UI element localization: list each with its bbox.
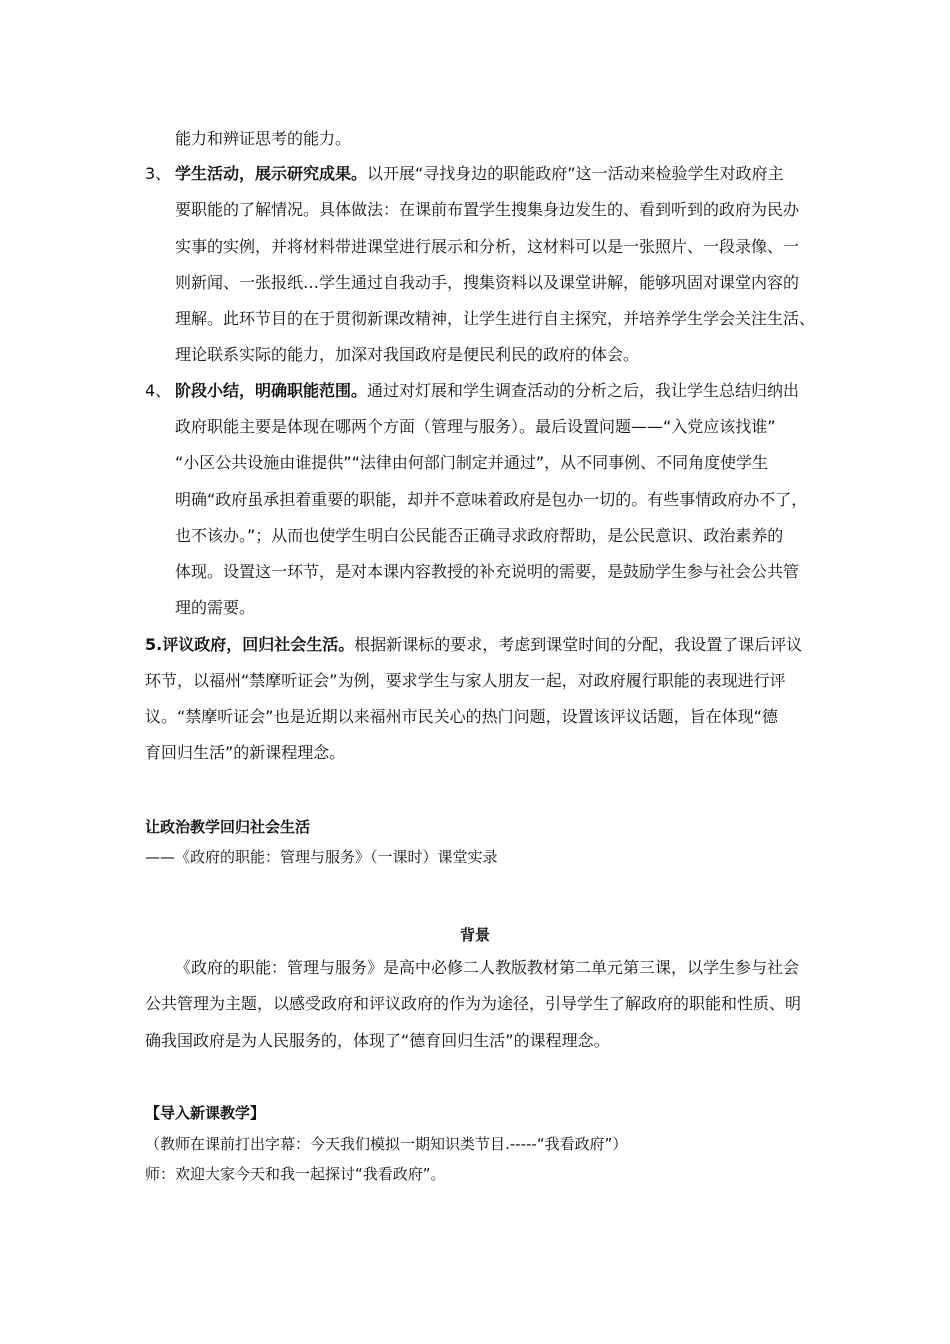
paragraph-line: （教师在课前打出字幕：今天我们模拟一期知识类节目.-----“我看政府”） bbox=[145, 1135, 628, 1153]
list-item-heading: 学生活动，展示研究成果。 bbox=[175, 164, 368, 183]
paragraph-line: 体现。设置这一环节，是对本课内容教授的补充说明的需要，是鼓励学生参与社会公共管 bbox=[175, 562, 800, 581]
paragraph-line: 议。“禁摩听证会”也是近期以来福州市民关心的热门问题，设置该评议话题，旨在体现“德 bbox=[145, 707, 778, 726]
list-item-heading: 5.评议政府，回归社会生活。 bbox=[145, 635, 355, 654]
paragraph-line: 理解。此环节目的在于贯彻新课改精神，让学生进行自主探究，并培养学生学会关注生活、 bbox=[175, 309, 816, 328]
paragraph-line: 公共管理为主题，以感受政府和评议政府的作为为途径，引导学生了解政府的职能和性质、明 bbox=[145, 994, 802, 1013]
paragraph-line: 育回归生活”的新课程理念。 bbox=[145, 743, 346, 762]
paragraph-line: 通过对灯展和学生调查活动的分析之后，我让学生总结归纳出 bbox=[367, 381, 800, 400]
paragraph-line: 以开展“寻找身边的职能政府”这一活动来检验学生对政府主 bbox=[367, 164, 784, 183]
section-subtitle: ——《政府的职能：管理与服务》（一课时）课堂实录 bbox=[145, 848, 498, 866]
section-title: 让政治教学回归社会生活 bbox=[145, 818, 311, 836]
list-item-5 bbox=[145, 634, 802, 656]
paragraph-line: “小区公共设施由谁提供”“法律由何部门制定并通过”，从不同事例、不同角度使学生 bbox=[175, 453, 769, 472]
paragraph-line: 师：欢迎大家今天和我一起探讨“我看政府”。 bbox=[145, 1165, 446, 1183]
paragraph-line: 理论联系实际的能力，加深对我国政府是便民利民的政府的体会。 bbox=[175, 345, 640, 364]
list-number: 3、 bbox=[145, 164, 172, 183]
paragraph-line: 理的需要。 bbox=[175, 598, 256, 617]
paragraph-line: 能力和辨证思考的能力。 bbox=[175, 129, 352, 148]
section-heading: 【导入新课教学】 bbox=[145, 1104, 266, 1122]
list-item-4 bbox=[175, 380, 799, 402]
paragraph-line: 《政府的职能：管理与服务》是高中必修二人教版教材第二单元第三课，以学生参与社会 bbox=[175, 958, 800, 977]
paragraph-line: 政府职能主要是体现在哪两个方面（管理与服务）。最后设置问题——“入党应该找谁” bbox=[175, 417, 776, 436]
paragraph-line: 环节，以福州“禁摩听证会”为例，要求学生与家人朋友一起，对政府履行职能的表现进行评 bbox=[145, 671, 786, 690]
list-item-heading: 阶段小结，明确职能范围。 bbox=[175, 381, 368, 400]
list-item-3 bbox=[175, 163, 784, 185]
paragraph-line: 要职能的了解情况。具体做法：在课前布置学生搜集身边发生的、看到听到的政府为民办 bbox=[175, 200, 800, 219]
paragraph-line: 也不该办。”；从而也使学生明白公民能否正确寻求政府帮助，是公民意识、政治素养的 bbox=[175, 526, 784, 545]
paragraph-line: 则新闻、一张报纸…学生通过自我动手，搜集资料以及课堂讲解，能够巩固对课堂内容的 bbox=[175, 273, 800, 292]
paragraph-line: 明确“政府虽承担着重要的职能，却并不意味着政府是包办一切的。有些事情政府办不了， bbox=[175, 490, 808, 509]
paragraph-line: 确我国政府是为人民服务的，体现了“德育回归生活”的课程理念。 bbox=[145, 1031, 610, 1050]
paragraph-line: 实事的实例，并将材料带进课堂进行展示和分析，这材料可以是一张照片、一段录像、一 bbox=[175, 237, 800, 256]
section-heading: 背景 bbox=[459, 926, 490, 944]
list-number: 4、 bbox=[145, 381, 172, 400]
paragraph-line: 根据新课标的要求，考虑到课堂时间的分配，我设置了课后评议 bbox=[354, 635, 803, 654]
